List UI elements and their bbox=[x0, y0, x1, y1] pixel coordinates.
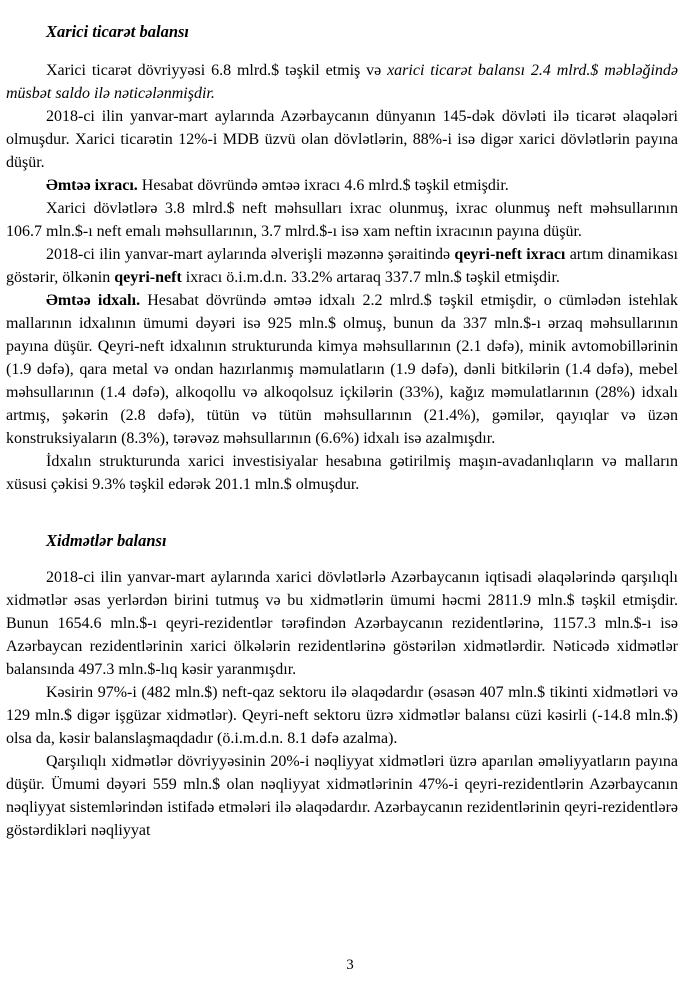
text-run: Xarici dövlətlərə 3.8 mlrd.$ neft məhsulları ixrac olunmuş, ixrac olunmuş neft məhsullarının 106.7 mln.$-ı neft emalı məhsullarının, 3.7 mlrd.$-ı isə xam neftin ixracının payına düşür. bbox=[6, 200, 678, 240]
text-run: 2018-ci ilin yanvar-mart aylarında Azərbaycanın dünyanın 145-dək dövləti ilə ticarət əlaqələri olmuşdur. Xarici ticarətin 12%-i MDB üzvü olan dövlətlərin, 88%-i isə digər xarici dövlətlərin payına düşür. bbox=[6, 108, 678, 171]
text-run: Hesabat dövründə əmtəə ixracı 4.6 mlrd.$ təşkil etmişdir. bbox=[137, 177, 509, 194]
para-oil-exports bbox=[6, 197, 678, 243]
para-imports bbox=[6, 289, 678, 450]
text-run: İdxalın strukturunda xarici investisiyalar hesabına gətirilmiş maşın-avadanlıqların və malların xüsusi çəkisi 9.3% təşkil edərək 201.1 mln.$ olmuşdur. bbox=[6, 453, 678, 493]
text-run-italic: xarici ticarət balansı 2.4 mlrd.$ məbləğində müsbət saldo ilə nəticələnmişdir. bbox=[6, 62, 678, 102]
para-exports-total bbox=[6, 174, 678, 197]
text-run: 2018-ci ilin yanvar-mart aylarında xarici dövlətlərlə Azərbaycanın iqtisadi əlaqələrində qarşılıqlı xidmətlər əsas yerlərdən birini tutmuş və bu xidmətlərin ümumi həcmi 2811.9 mln.$ təşkil etmişdir. Bunun 1654.6 mln.$-ı qeyri-rezidentlər tərəfindən Azərbaycanın rezidentlərinə, 1157.3 mln.$-ı isə Azərbaycan rezidentlərinin xarici ölkələrin rezidentlərinə göstərilən xidmətlərdir. Nəticədə xidmətlər balansında 497.3 mln.$-lıq kəsir yaranmışdır. bbox=[6, 569, 678, 678]
text-run: 2018-ci ilin yanvar-mart aylarında əlverişli məzənnə şəraitində bbox=[46, 246, 455, 263]
text-run: artım dinamikası göstərir, ölkənin bbox=[6, 246, 678, 286]
page-number: 3 bbox=[346, 957, 354, 973]
section-heading-services-balance: Xidmətlər balansı bbox=[46, 531, 167, 550]
text-run-bold: Əmtəə idxalı. bbox=[46, 292, 141, 309]
text-run: ixracı ö.i.m.d.n. 33.2% artaraq 337.7 mln.$ təşkil etmişdir. bbox=[181, 269, 560, 286]
para-investment-imports bbox=[6, 450, 678, 496]
para-nonoil-exports bbox=[6, 243, 678, 289]
para-trade-turnover bbox=[6, 59, 678, 105]
text-run: Xarici ticarət dövriyyəsi 6.8 mlrd.$ təşkil etmiş və bbox=[46, 62, 388, 79]
text-run: Qarşılıqlı xidmətlər dövriyyəsinin 20%-i nəqliyyat xidmətləri üzrə aparılan əməliyyatların payına düşür. Ümumi dəyəri 559 mln.$ olan nəqliyyat xidmətlərinin 47%-i qeyri-rezidentlərin Azərbaycanın nəqliyyat sistemlərindən istifadə etmələri ilə əlaqədardır. Azərbaycanın rezidentlərinin qeyri-rezidentlərə göstərdikləri nəqliyyat bbox=[6, 753, 678, 839]
section-heading-trade-balance: Xarici ticarət balansı bbox=[46, 22, 190, 41]
text-run-bold: qeyri-neft bbox=[114, 269, 182, 286]
para-services-overview bbox=[6, 566, 678, 681]
text-run: Hesabat dövründə əmtəə idxalı 2.2 mlrd.$ təşkil etmişdir, o cümlədən istehlak mallarının idxalının ümumi dəyəri isə 925 mln.$ olmuş, bunun da 337 mln.$-ı ərzaq məhsullarının payına düşür. Qeyri-neft idxalının strukturunda kimya məhsullarının (2.1 dəfə), minik avtomobillərinin (1.9 dəfə), qara metal və ondan hazırlanmış məmulatların (1.9 dəfə), dənli bitkilərin (1.4 dəfə), mebel məhsullarının (1.4 dəfə), alkoqollu və alkoqolsuz içkilərin (33%), kağız məmulatlarının (28%) idxalı artmış, şəkərin (2.8 dəfə), tütün və tütün məhsullarının (21.4%), gəmilər, qayıqlar və üzən konstruksiyaların (8.3%), tərəvəz məhsullarının (6.6%) idxalı isə azalmışdır. bbox=[6, 292, 679, 447]
para-transport-services bbox=[6, 750, 678, 842]
text-run: Kəsirin 97%-i (482 mln.$) neft-qaz sektoru ilə əlaqədardır (əsasən 407 mln.$ tikinti xidmətləri və 129 mln.$ digər işgüzar xidmətlər). Qeyri-neft sektoru üzrə xidmətlər balansı cüzi kəsirli (-14.8 mln.$) olsa da, kəsir balanslaşmaqdadır (ö.i.m.d.n. 8.1 dəfə azalma). bbox=[6, 684, 678, 747]
para-trade-partners bbox=[6, 105, 678, 174]
text-run-bold: qeyri-neft ixracı bbox=[454, 246, 566, 263]
text-run-bold: Əmtəə ixracı. bbox=[46, 177, 138, 194]
para-services-deficit bbox=[6, 681, 678, 750]
